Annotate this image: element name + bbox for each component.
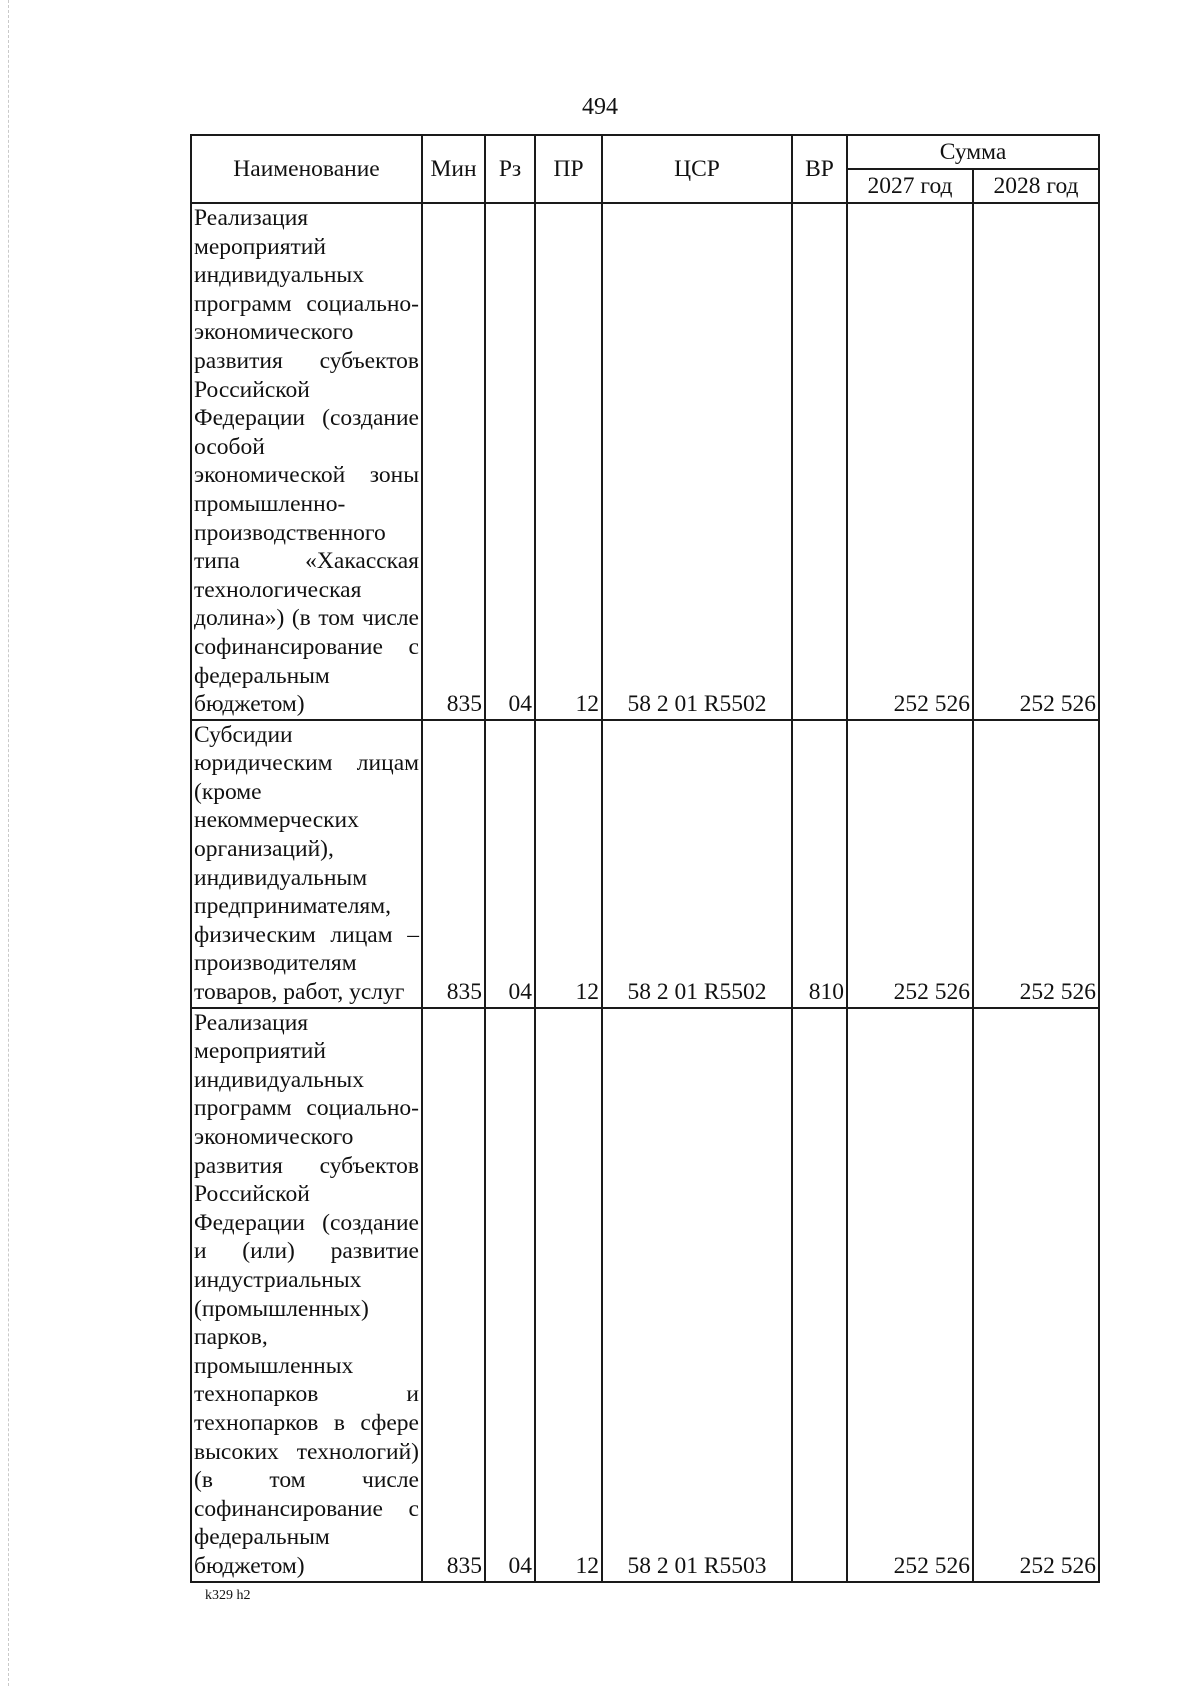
- row-name: Реализация мероприятий индивидуальных программ социально-экономического развития субъектов Российской Федерации (создание и (или) развитие индустриальных (промышленных) парков, промышленных технопарков и технопарков в сфере высоких технологий) (в том числе софинансирование с федеральным бюджетом): [191, 1008, 422, 1582]
- header-pr: ПР: [535, 135, 602, 203]
- row-csr: 58 2 01 R5502: [602, 203, 792, 720]
- header-rz: Рз: [485, 135, 535, 203]
- row-sum-2027: 252 526: [847, 720, 973, 1008]
- row-vr: [792, 1008, 847, 1582]
- row-pr: 12: [535, 203, 602, 720]
- row-sum-2028: 252 526: [973, 720, 1099, 1008]
- row-rz: 04: [485, 203, 535, 720]
- header-sum: Сумма: [847, 135, 1099, 169]
- row-sum-2027: 252 526: [847, 203, 973, 720]
- row-pr: 12: [535, 1008, 602, 1582]
- header-vr: ВР: [792, 135, 847, 203]
- row-name: Реализация мероприятий индивидуальных программ социально-экономического развития субъектов Российской Федерации (создание особой экономической зоны промышленно-производственного типа «Хакасская технологическая долина») (в том числе софинансирование с федеральным бюджетом): [191, 203, 422, 720]
- row-vr: 810: [792, 720, 847, 1008]
- row-min: 835: [422, 1008, 485, 1582]
- header-csr: ЦСР: [602, 135, 792, 203]
- row-min: 835: [422, 203, 485, 720]
- budget-table: [190, 134, 1100, 1583]
- header-name: Наименование: [191, 135, 422, 203]
- footer-document-code: k329 h2: [205, 1588, 251, 1603]
- row-rz: 04: [485, 1008, 535, 1582]
- row-sum-2028: 252 526: [973, 203, 1099, 720]
- row-min: 835: [422, 720, 485, 1008]
- table-row: [191, 203, 1099, 720]
- scan-edge-line: [8, 0, 9, 1686]
- header-year-2027: 2027 год: [847, 169, 973, 203]
- header-min: Мин: [422, 135, 485, 203]
- table-row: [191, 720, 1099, 1008]
- row-csr: 58 2 01 R5502: [602, 720, 792, 1008]
- row-name: Субсидии юридическим лицам (кроме некоммерческих организаций), индивидуальным предпринимателям, физическим лицам – производителям товаров, работ, услуг: [191, 720, 422, 1008]
- table-row: [191, 1008, 1099, 1582]
- row-sum-2028: 252 526: [973, 1008, 1099, 1582]
- header-year-2028: 2028 год: [973, 169, 1099, 203]
- row-vr: [792, 203, 847, 720]
- row-rz: 04: [485, 720, 535, 1008]
- table-header-row: [191, 135, 1099, 169]
- row-pr: 12: [535, 720, 602, 1008]
- row-csr: 58 2 01 R5503: [602, 1008, 792, 1582]
- page-number: 494: [582, 94, 618, 120]
- row-sum-2027: 252 526: [847, 1008, 973, 1582]
